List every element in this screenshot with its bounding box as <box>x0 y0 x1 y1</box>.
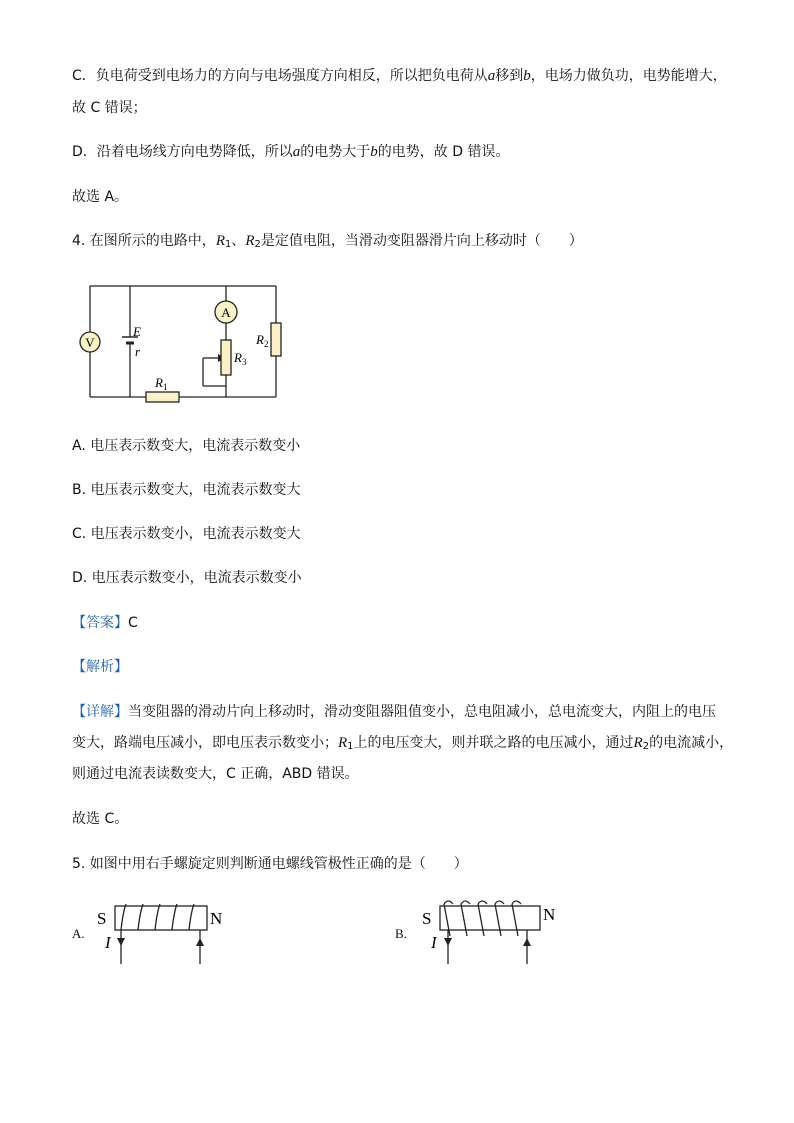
text: 变大，路端电压减小，即电压表示数变小； <box>72 735 338 751</box>
r2-letter: R <box>256 332 264 347</box>
r2-label <box>255 332 268 349</box>
pole-n-label: N <box>210 909 223 928</box>
q3-conclusion: 故选 A。 <box>72 189 129 205</box>
text: 的电势大于 <box>300 144 371 160</box>
q4-detail-line1 <box>72 702 716 722</box>
q5-option-a-label: A. <box>72 926 85 941</box>
solenoid-core-icon <box>115 906 207 930</box>
solenoid-a-diagram <box>95 898 235 970</box>
pole-s-label: S <box>97 909 107 928</box>
var-r: R <box>338 735 348 751</box>
q3-option-d <box>72 142 509 162</box>
resistor-r1-icon <box>146 392 179 402</box>
circuit-diagram <box>72 280 292 410</box>
q4-detail-line2 <box>72 733 733 757</box>
var-b: b <box>370 144 378 160</box>
q3-option-c-line2: 故 C 错误； <box>72 100 147 116</box>
q4-option-b: B. 电压表示数变大，电流表示数变大 <box>72 482 301 498</box>
q4-detail-line3: 则通过电流表读数变大，C 正确，ABD 错误。 <box>72 766 359 782</box>
sub: 1 <box>224 239 232 250</box>
r1-letter: R <box>155 375 163 390</box>
r1-label <box>154 375 167 392</box>
sub: 2 <box>642 741 650 752</box>
r3-label <box>233 350 247 367</box>
r1-sub: 1 <box>162 382 168 392</box>
text: D．沿着电场线方向电势降低，所以 <box>72 144 293 160</box>
text: 的电势，故 D 错误。 <box>377 144 510 160</box>
q5-option-b-label: B. <box>395 926 407 941</box>
arrow-down-icon <box>444 938 452 946</box>
text: 4. 在图所示的电路中， <box>72 233 216 249</box>
sub: 1 <box>347 741 354 752</box>
var-b: b <box>523 68 531 84</box>
text: 是定值电阻，当滑动变阻器滑片向上移动时（ ） <box>260 233 583 249</box>
pole-s-label: S <box>422 909 432 928</box>
var-r: R <box>633 735 643 751</box>
solenoid-b-diagram <box>420 898 570 970</box>
var-a: a <box>292 144 301 160</box>
var-r: R <box>245 233 255 249</box>
text: ，电场力做负功，电势能增大， <box>530 68 727 84</box>
q4-stem <box>72 231 583 255</box>
q3-option-c-line1 <box>72 66 727 86</box>
q4-analysis-tag: 【解析】 <box>72 659 128 675</box>
text: 、 <box>231 233 246 249</box>
var-a: a <box>487 68 496 84</box>
coil-icon <box>121 904 200 964</box>
solenoid-core-icon <box>440 906 540 930</box>
ammeter-label: A <box>221 305 231 320</box>
var-r: R <box>215 233 225 249</box>
q4-option-c: C. 电压表示数变小，电流表示数变大 <box>72 526 301 542</box>
q4-option-a: A. 电压表示数变大，电流表示数变小 <box>72 438 301 454</box>
r3-sub: 3 <box>241 357 247 367</box>
q5-stem: 5. 如图中用右手螺旋定则判断通电螺线管极性正确的是（ ） <box>72 856 468 872</box>
text: 移到 <box>495 68 524 84</box>
voltmeter-label: V <box>85 335 95 350</box>
answer-value: C <box>128 615 138 631</box>
resistor-r2-icon <box>271 323 281 356</box>
current-label: I <box>431 933 437 952</box>
sub: 2 <box>254 239 261 250</box>
internal-resistance-label: r <box>135 344 141 359</box>
arrow-up-icon <box>196 938 204 946</box>
arrow-up-icon <box>523 938 531 946</box>
q4-option-d: D. 电压表示数变小，电流表示数变小 <box>72 570 302 586</box>
r2-sub: 2 <box>263 339 269 349</box>
coil-icon <box>444 901 527 964</box>
text: 上的电压变大，则并联之路的电压减小，通过 <box>353 735 634 751</box>
current-label: I <box>105 933 111 952</box>
r3-letter: R <box>234 350 242 365</box>
emf-label: E <box>133 324 141 339</box>
text: C．负电荷受到电场力的方向与电场强度方向相反，所以把负电荷从 <box>72 68 488 84</box>
rheostat-r3-icon <box>221 340 231 375</box>
detail-tag: 【详解】 <box>72 704 128 720</box>
q4-conclusion: 故选 C。 <box>72 811 129 827</box>
arrow-down-icon <box>117 938 125 946</box>
pole-n-label: N <box>543 905 556 924</box>
text: 的电流减小， <box>649 735 734 751</box>
text: 当变阻器的滑动片向上移动时，滑动变阻器阻值变小，总电阻减小，总电流变大，内阻上的电压 <box>128 704 716 720</box>
answer-tag: 【答案】 <box>72 615 128 631</box>
q4-answer <box>72 613 138 633</box>
